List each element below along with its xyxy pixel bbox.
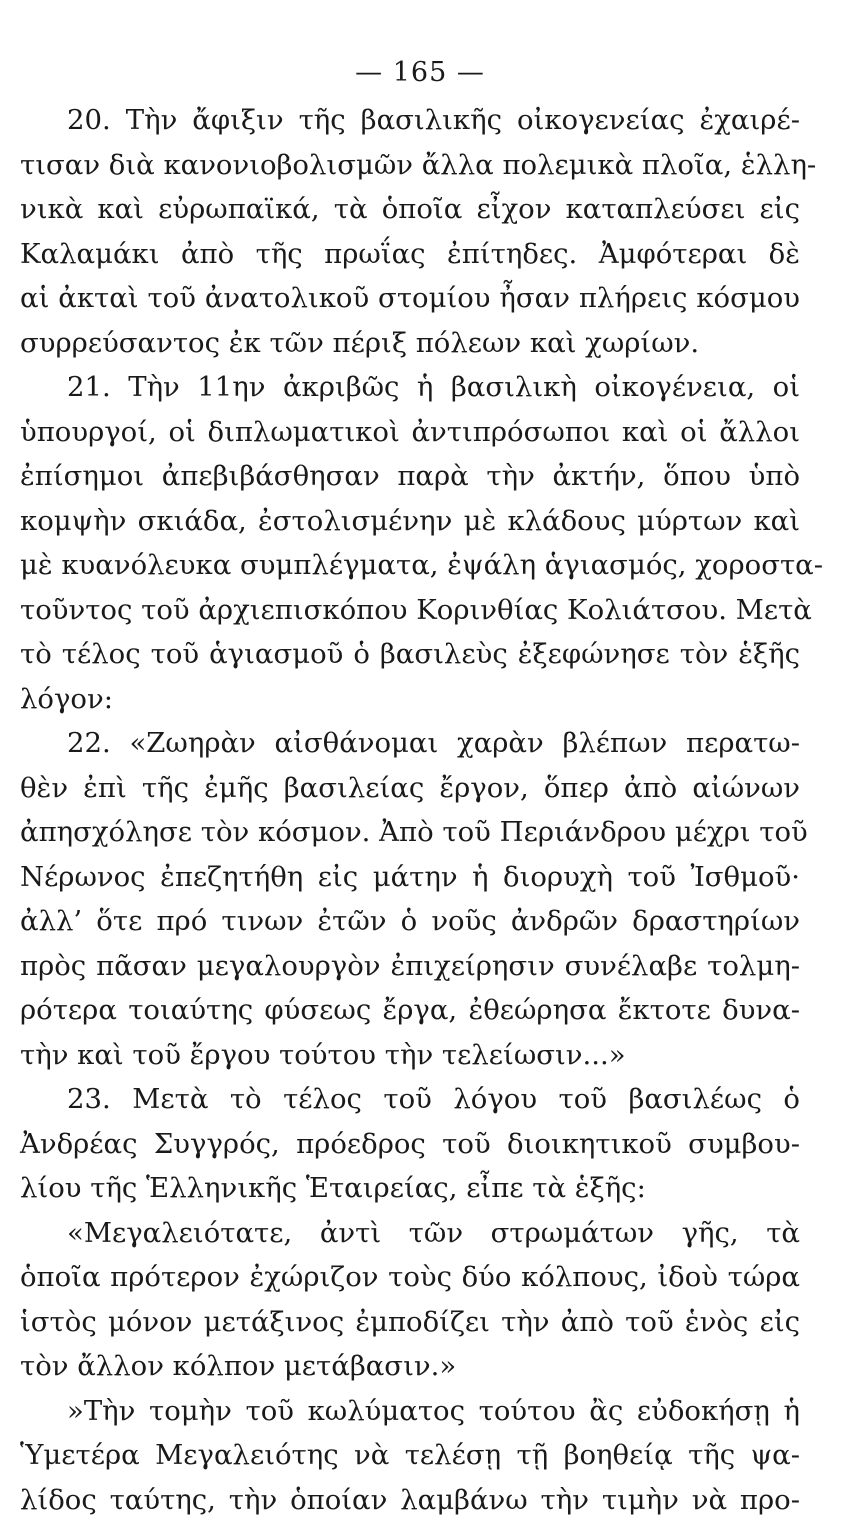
text-line: »Τὴν τομὴν τοῦ κωλύματος τούτου ἂς εὐδοκήσῃ ἡ: [20, 1389, 800, 1434]
text-line: πρὸς πᾶσαν μεγαλουργὸν ἐπιχείρησιν συνέλαβε τολμη-: [20, 944, 800, 989]
text-line: 23. Μετὰ τὸ τέλος τοῦ λόγου τοῦ βασιλέως ὁ: [20, 1077, 800, 1122]
text-line: Νέρωνος ἐπεζητήθη εἰς μάτην ἡ διορυχὴ τοῦ Ἰσθμοῦ·: [20, 855, 800, 900]
text-line: τὸν ἄλλον κόλπον μετάβασιν.»: [20, 1344, 800, 1389]
text-line: τισαν διὰ κανονιοβολισμῶν ἄλλα πολεμικὰ πλοῖα, ἑλλη-: [20, 143, 800, 188]
text-line: θὲν ἐπὶ τῆς ἐμῆς βασιλείας ἔργον, ὅπερ ἀπὸ αἰώνων: [20, 766, 800, 811]
text-line: 22. «Ζωηρὰν αἰσθάνομαι χαρὰν βλέπων περατω-: [20, 721, 800, 766]
text-line: νικὰ καὶ εὐρωπαϊκά, τὰ ὁποῖα εἶχον καταπλεύσει εἰς: [20, 187, 800, 232]
text-line: κομψὴν σκιάδα, ἐστολισμένην μὲ κλάδους μύρτων καὶ: [20, 499, 800, 544]
text-line: Ἀνδρέας Συγγρός, πρόεδρος τοῦ διοικητικοῦ συμβου-: [20, 1122, 800, 1167]
body-text: [20, 98, 800, 1522]
text-line: Ὑμετέρα Μεγαλειότης νὰ τελέσῃ τῇ βοηθείᾳ τῆς ψα-: [20, 1433, 800, 1478]
text-line: συρρεύσαντος ἐκ τῶν πέριξ πόλεων καὶ χωρίων.: [20, 321, 800, 366]
text-line: ὑπουργοί, οἱ διπλωματικοὶ ἀντιπρόσωποι καὶ οἱ ἄλλοι: [20, 410, 800, 455]
text-line: λίου τῆς Ἑλληνικῆς Ἑταιρείας, εἶπε τὰ ἑξῆς:: [20, 1166, 800, 1211]
text-line: τὸ τέλος τοῦ ἁγιασμοῦ ὁ βασιλεὺς ἐξεφώνησε τὸν ἑξῆς: [20, 632, 800, 677]
text-line: Καλαμάκι ἀπὸ τῆς πρωΐας ἐπίτηδες. Ἀμφότεραι δὲ: [20, 232, 800, 277]
text-line: ἱστὸς μόνον μετάξινος ἐμποδίζει τὴν ἀπὸ τοῦ ἑνὸς εἰς: [20, 1300, 800, 1345]
text-line: 20. Τὴν ἄφιξιν τῆς βασιλικῆς οἰκογενείας ἐχαιρέ-: [20, 98, 800, 143]
text-line: ἀλλ’ ὅτε πρό τινων ἐτῶν ὁ νοῦς ἀνδρῶν δραστηρίων: [20, 899, 800, 944]
text-line: ἐπίσημοι ἀπεβιβάσθησαν παρὰ τὴν ἀκτήν, ὅπου ὑπὸ: [20, 454, 800, 499]
text-line: αἱ ἀκταὶ τοῦ ἀνατολικοῦ στομίου ἦσαν πλήρεις κόσμου: [20, 276, 800, 321]
page-number: — 165 —: [20, 48, 800, 98]
text-line: «Μεγαλειότατε, ἀντὶ τῶν στρωμάτων γῆς, τὰ: [20, 1211, 800, 1256]
text-line: ἀπησχόλησε τὸν κόσμον. Ἀπὸ τοῦ Περιάνδρου μέχρι τοῦ: [20, 810, 800, 855]
text-line: τοῦντος τοῦ ἀρχιεπισκόπου Κορινθίας Κολιάτσου. Μετὰ: [20, 588, 800, 633]
text-line: μὲ κυανόλευκα συμπλέγματα, ἐψάλη ἁγιασμός, χοροστα-: [20, 543, 800, 588]
text-line: τὴν καὶ τοῦ ἔργου τούτου τὴν τελείωσιν...»: [20, 1033, 800, 1078]
text-line: ὁποῖα πρότερον ἐχώριζον τοὺς δύο κόλπους, ἰδοὺ τώρα: [20, 1255, 800, 1300]
text-line: λίδος ταύτης, τὴν ὁποίαν λαμβάνω τὴν τιμὴν νὰ προ-: [20, 1478, 800, 1522]
text-line: λόγον:: [20, 677, 800, 722]
text-line: 21. Τὴν 11ην ἀκριβῶς ἡ βασιλικὴ οἰκογένεια, οἱ: [20, 365, 800, 410]
text-line: ρότερα τοιαύτης φύσεως ἔργα, ἐθεώρησα ἔκτοτε δυνα-: [20, 988, 800, 1033]
book-page: [20, 48, 800, 1488]
